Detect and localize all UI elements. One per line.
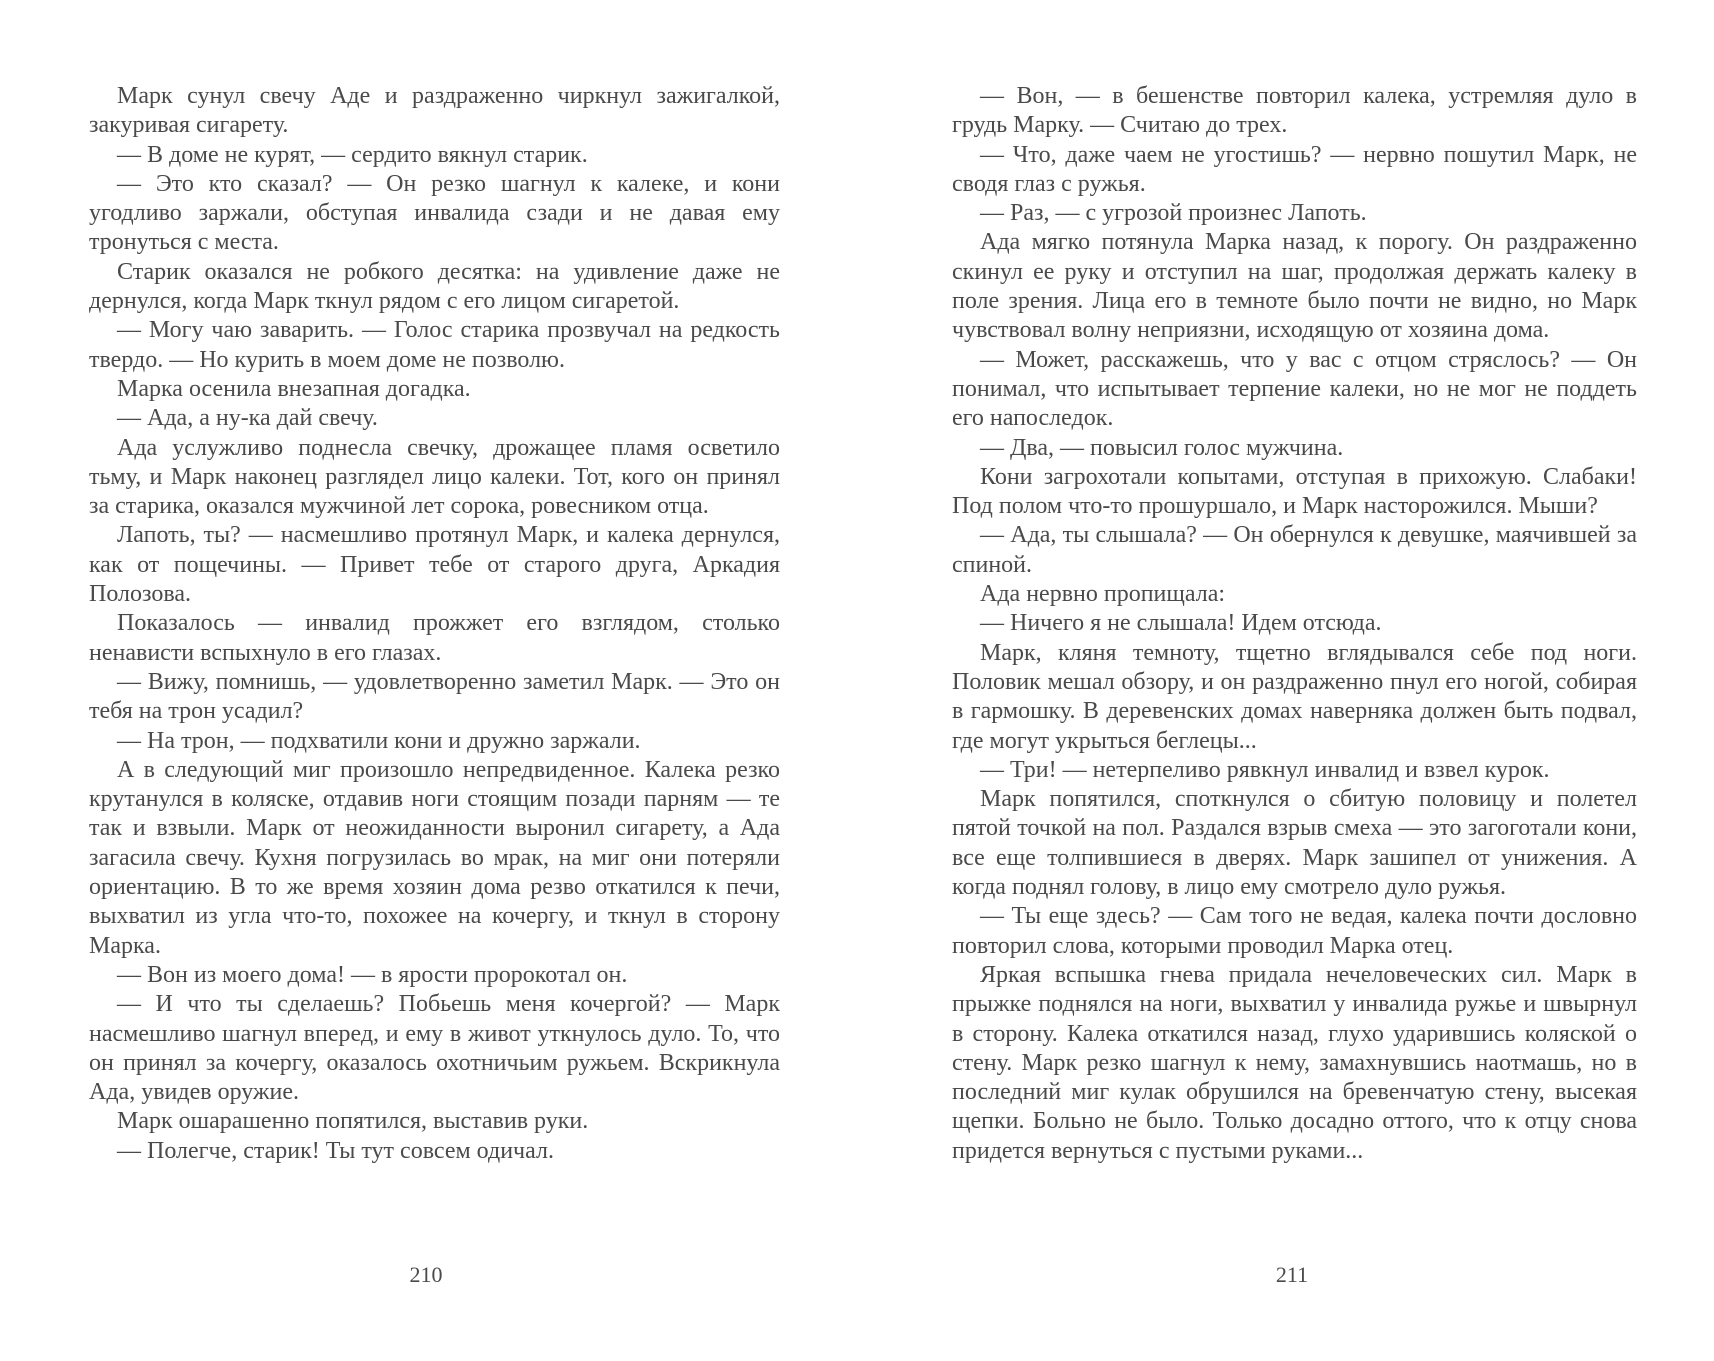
paragraph: — Это кто сказал? — Он резко шагнул к калеке, и кони угодливо заржали, обступая инвалида сзади и не давая ему тронуться с места. (89, 170, 780, 256)
paragraph: Марк ошарашенно попятился, выставив руки. (117, 1108, 589, 1135)
paragraph: — Два, — повысил голос мужчина. (980, 434, 1344, 461)
right-page (952, 82, 1637, 1166)
paragraph: Ада услужливо поднесла свечку, дрожащее пламя осветило тьму, и Марк наконец разглядел лицо калеки. Тот, кого он принял за старика, оказался мужчиной лет сорока, ровесником отца. (89, 434, 780, 520)
paragraph: Яркая вспышка гнева придала нечеловеческих сил. Марк в прыжке поднялся на ноги, выхватил у инвалида ружье и швырнул в сторону. Калека откатился назад, глухо ударившись коляской о стену. Марк резко шагнул к нему, замахнувшись наотмашь, но в последний миг кулак обрушился на бревенчатую стену, высекая щепки. Больно не было. Только досадно оттого, что к отцу снова придется вернуться с пустыми руками... (952, 961, 1637, 1164)
paragraph: Кони загрохотали копытами, отступая в прихожую. Слабаки! Под полом что-то прошуршало, и Марк насторожился. Мыши? (952, 463, 1637, 520)
paragraph: — Что, даже чаем не угостишь? — нервно пошутил Марк, не сводя глаз с ружья. (952, 141, 1637, 197)
left-page (89, 82, 780, 1166)
paragraph: А в следующий миг произошло непредвиденное. Калека резко крутанулся в коляске, отдавив ноги стоящим позади парням — те так и взвыли. Марк от неожиданности выронил сигарету, а Ада загасила свечу. Кухня погрузилась во мрак, на миг они потеряли ориентацию. В то же время хозяин дома резво откатился к печи, выхватил из угла что-то, похожее на кочергу, и ткнул в сторону Марка. (89, 756, 780, 959)
paragraph: — Раз, — с угрозой произнес Лапоть. (980, 200, 1367, 227)
paragraph: — Вон из моего дома! — в ярости пророкотал он. (117, 961, 628, 988)
page-number-right: 211 (1275, 1262, 1309, 1287)
paragraph: — Ничего я не слышала! Идем отсюда. (980, 610, 1382, 637)
paragraph: — Вон, — в бешенстве повторил калека, устремляя дуло в грудь Марку. — Считаю до трех. (952, 83, 1637, 139)
paragraph: — В доме не курят, — сердито вякнул старик. (117, 141, 588, 168)
paragraph: — Вижу, помнишь, — удовлетворенно заметил Марк. — Это он тебя на трон усадил? (89, 668, 780, 725)
paragraph: Марк сунул свечу Аде и раздраженно чиркнул зажигалкой, закуривая сигарету. (89, 83, 780, 139)
paragraph: Марка осенила внезапная догадка. (117, 375, 471, 402)
paragraph: — Может, расскажешь, что у вас с отцом стряслось? — Он понимал, что испытывает терпение калеки, но не мог не поддеть его напоследок. (952, 346, 1637, 432)
paragraph: Марк попятился, споткнулся о сбитую половицу и полетел пятой точкой на пол. Раздался взрыв смеха — это загоготали кони, все еще толпившиеся в дверях. Марк зашипел от унижения. А когда поднял голову, в лицо ему смотрело дуло ружья. (952, 786, 1637, 901)
paragraph: — Ада, ты слышала? — Он обернулся к девушке, маячившей за спиной. (952, 522, 1637, 578)
paragraph: Лапоть, ты? — насмешливо протянул Марк, и калека дернулся, как от пощечины. — Привет тебе от старого друга, Аркадия Полозова. (89, 522, 780, 608)
paragraph: — На трон, — подхватили кони и дружно заржали. (117, 727, 641, 754)
page-number-left: 210 (409, 1262, 443, 1287)
paragraph: — И что ты сделаешь? Побьешь меня кочергой? — Марк насмешливо шагнул вперед, и ему в живот уткнулось дуло. То, что он принял за кочергу, оказалось охотничьим ружьем. Вскрикнула Ада, увидев оружие. (89, 991, 780, 1106)
paragraph: — Ада, а ну-ка дай свечу. (117, 405, 378, 432)
paragraph: — Полегче, старик! Ты тут совсем одичал. (117, 1137, 554, 1164)
paragraph: — Могу чаю заварить. — Голос старика прозвучал на редкость твердо. — Но курить в моем доме не позволю. (89, 317, 780, 373)
paragraph: Марк, кляня темноту, тщетно вглядывался себе под ноги. Половик мешал обзору, и он раздраженно пнул его ногой, собирая в гармошку. В деревенских домах наверняка должен быть подвал, где могут укрыться беглецы... (952, 639, 1637, 754)
paragraph: Ада нервно пропищала: (980, 581, 1226, 608)
paragraph: Старик оказался не робкого десятка: на удивление даже не дернулся, когда Марк ткнул рядом с его лицом сигаретой. (89, 258, 780, 315)
paragraph: Показалось — инвалид прожжет его взглядом, столько ненависти вспыхнуло в его глазах. (89, 610, 780, 666)
paragraph: — Три! — нетерпеливо рявкнул инвалид и взвел курок. (980, 756, 1550, 783)
paragraph: — Ты еще здесь? — Сам того не ведая, калека почти дословно повторил слова, которыми проводил Марка отец. (952, 903, 1637, 959)
paragraph: Ада мягко потянула Марка назад, к порогу. Он раздраженно скинул ее руку и отступил на шаг, продолжая держать калеку в поле зрения. Лица его в темноте было почти не видно, но Марк чувствовал волну неприязни, исходящую от хозяина дома. (952, 229, 1637, 344)
